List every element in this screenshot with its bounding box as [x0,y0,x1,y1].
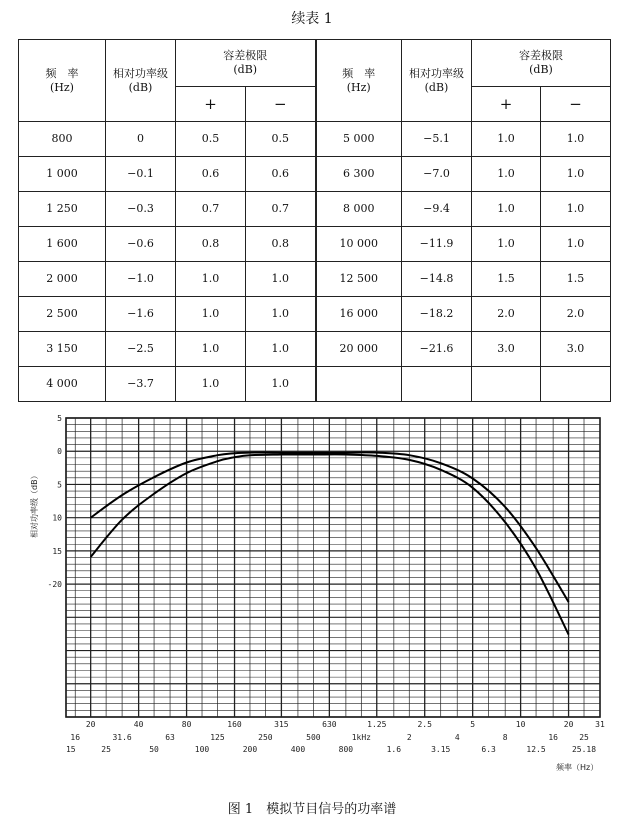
x-tick-label: 2.5 [417,720,432,729]
plus-cell: 1.0 [176,262,246,297]
x-tick-label: 160 [227,720,242,729]
freq-cell: 1 600 [19,227,106,262]
minus-cell: 3.0 [541,332,611,367]
x-tick-label: 50 [149,745,159,754]
level-cell: −14.8 [402,262,472,297]
minus-cell: 1.0 [541,122,611,157]
table-row [19,332,611,367]
x-axis-label: 频率（Hz） [556,763,599,772]
x-tick-label: 5 [470,720,476,729]
level-cell [402,367,472,402]
level-cell: −0.3 [106,192,176,227]
table-row [19,122,611,157]
freq-cell: 3 150 [19,332,106,367]
freq-cell: 1 000 [19,157,106,192]
table-row [19,227,611,262]
y-tick-label: -20 [47,580,62,590]
header-plus-2: + [472,87,541,122]
minus-cell: 1.0 [541,192,611,227]
minus-cell: 0.8 [246,227,316,262]
x-tick-label: 400 [290,745,306,754]
minus-cell: 0.6 [246,157,316,192]
minus-cell: 1.0 [246,332,316,367]
y-tick-labels [48,414,63,589]
minus-cell: 1.0 [541,227,611,262]
plus-cell: 1.0 [472,227,541,262]
freq-cell: 20 000 [316,332,402,367]
table-row [19,262,611,297]
level-cell: 0 [106,122,176,157]
table-row [19,367,611,402]
plus-cell: 1.0 [176,332,246,367]
freq-cell: 800 [19,122,106,157]
freq-cell: 5 000 [316,122,402,157]
x-tick-label: 315 [274,720,289,729]
x-tick-label: 1.6 [386,745,402,754]
header-plus: + [176,87,246,122]
x-tick-label: 20 [563,720,574,729]
power-level-table [18,39,611,402]
grid-frame [66,418,600,717]
level-cell: −7.0 [402,157,472,192]
plus-cell: 1.5 [472,262,541,297]
x-tick-label: 1.25 [367,720,387,729]
minus-cell [541,367,611,402]
header-minus: − [246,87,316,122]
freq-cell: 4 000 [19,367,106,402]
freq-cell: 1 250 [19,192,106,227]
x-tick-label: 80 [181,720,192,729]
x-tick-labels [66,720,605,754]
x-tick-label: 10 [515,720,526,729]
level-cell: −21.6 [402,332,472,367]
header-tolerance: 容差极限 (dB) [176,40,316,87]
table-row [19,157,611,192]
x-tick-label: 25 [579,733,589,742]
level-cell: −3.7 [106,367,176,402]
x-tick-label: 63 [165,733,175,742]
freq-cell: 6 300 [316,157,402,192]
x-tick-label: 20 [85,720,96,729]
header-relative-level-2: 相对功率级 (dB) [402,40,472,122]
y-tick-label: 5 [57,414,62,423]
header-relative-level: 相对功率级 (dB) [106,40,176,122]
x-tick-label: 630 [322,720,337,729]
plus-cell: 2.0 [472,297,541,332]
table-row [19,192,611,227]
level-cell: −11.9 [402,227,472,262]
plus-cell: 1.0 [176,367,246,402]
x-tick-label: 15 [65,745,76,754]
y-tick-label: 10 [52,513,62,523]
freq-cell: 2 000 [19,262,106,297]
plus-cell: 3.0 [472,332,541,367]
x-tick-label: 3.15 [431,745,451,754]
x-tick-label: 100 [194,745,210,754]
x-tick-label: 250 [258,733,273,742]
continued-table-title: 续表 1 [291,11,333,27]
x-tick-label: 16 [548,733,558,742]
y-tick-label: 5 [57,480,62,490]
x-tick-label: 1kHz [351,733,371,742]
level-cell: −9.4 [402,192,472,227]
level-cell: −18.2 [402,297,472,332]
minus-cell: 1.5 [541,262,611,297]
x-tick-label: 2 [406,733,412,742]
figure-caption: 图 1 模拟节目信号的功率谱 [227,802,397,817]
y-axis-label: 相对功率级（dB） [30,471,39,538]
plus-cell: 1.0 [472,192,541,227]
level-cell: −0.6 [106,227,176,262]
x-tick-label: 25 [101,745,111,754]
freq-cell: 8 000 [316,192,402,227]
level-cell: −5.1 [402,122,472,157]
plus-cell: 0.7 [176,192,246,227]
level-cell: −1.0 [106,262,176,297]
minus-cell: 0.5 [246,122,316,157]
plus-cell: 0.8 [176,227,246,262]
y-tick-label: 0 [57,447,62,457]
plus-cell: 1.0 [472,157,541,192]
table-row [19,297,611,332]
plus-cell: 1.0 [472,122,541,157]
x-tick-label: 8 [502,733,508,742]
x-tick-label: 40 [133,720,144,729]
x-tick-label: 16 [70,733,81,742]
header-minus-2: − [541,87,611,122]
y-tick-label: 15 [52,546,62,556]
minus-cell: 1.0 [246,297,316,332]
plus-cell: 0.5 [176,122,246,157]
minus-cell: 0.7 [246,192,316,227]
x-tick-label: 200 [242,745,258,754]
plus-cell [472,367,541,402]
plus-cell: 1.0 [176,297,246,332]
power-spectrum-chart [0,400,624,790]
minus-cell: 1.0 [246,262,316,297]
x-tick-label: 125 [210,733,225,742]
x-tick-label: 6.3 [481,745,496,754]
freq-cell: 10 000 [316,227,402,262]
header-tolerance-2: 容差极限 (dB) [472,40,611,87]
header-frequency: 频 率 (Hz) [19,40,106,122]
x-tick-label: 500 [306,733,321,742]
header-frequency-2: 频 率 (Hz) [316,40,402,122]
freq-cell: 2 500 [19,297,106,332]
freq-cell [316,367,402,402]
x-tick-label: 31 [595,720,605,729]
x-tick-label: 4 [454,733,460,742]
plus-cell: 0.6 [176,157,246,192]
freq-cell: 12 500 [316,262,402,297]
x-tick-label: 12.5 [526,745,546,754]
level-cell: −0.1 [106,157,176,192]
x-tick-label: 31.6 [112,733,132,742]
freq-cell: 16 000 [316,297,402,332]
chart-grid [66,418,600,717]
minus-cell: 2.0 [541,297,611,332]
minus-cell: 1.0 [541,157,611,192]
x-tick-label: 800 [338,745,354,754]
level-cell: −1.6 [106,297,176,332]
minus-cell: 1.0 [246,367,316,402]
level-cell: −2.5 [106,332,176,367]
x-tick-label: 25.18 [571,745,597,754]
